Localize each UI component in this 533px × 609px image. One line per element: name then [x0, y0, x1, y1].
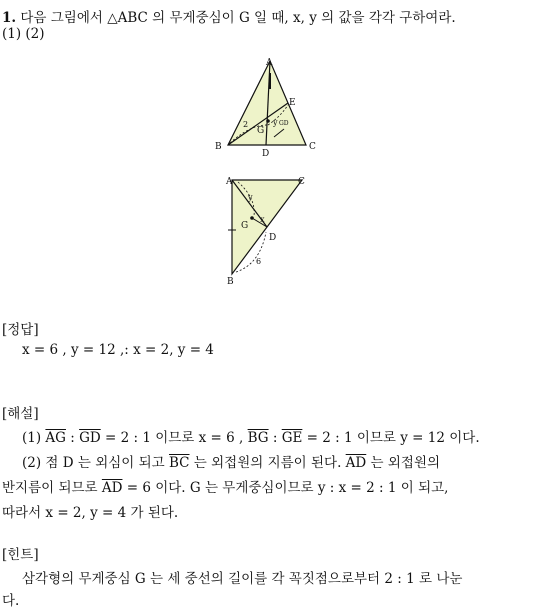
label-e: E: [289, 98, 296, 108]
explanation-line-4: 따라서 x = 2, y = 4 가 된다.: [2, 505, 179, 521]
segment-bg: $\overline{BG}$: [247, 430, 269, 446]
answer-text: x = 6 , y = 12 ,: x = 2, y = 4: [22, 342, 214, 358]
hint-line-2: 다.: [2, 593, 20, 609]
label-a: A: [266, 58, 273, 68]
text-part: :: [65, 430, 80, 446]
segment-ad: $\overline{AD}$: [101, 480, 123, 496]
label-g2: G: [241, 221, 249, 231]
explanation-line-3: [2, 476, 448, 496]
label-six: 6: [256, 257, 262, 266]
label-d: D: [262, 149, 270, 159]
segment-ge: $\overline{GE}$: [281, 430, 303, 446]
point-g: [266, 119, 270, 123]
label-y2: y: [248, 193, 253, 202]
segment-gd: $\overline{GD}$: [79, 430, 101, 446]
label-a2: A: [226, 177, 233, 187]
label-gd: GD: [279, 120, 289, 127]
label-d2: D: [269, 233, 277, 243]
label-x2: x: [260, 215, 265, 224]
label-b: B: [215, 142, 222, 152]
figure-triangle-2: [222, 172, 312, 287]
text-part: = 2 : 1 이므로 y = 12 이다.: [302, 430, 480, 446]
label-c2: C: [298, 177, 305, 187]
text-part: = 6 이다. G 는 무게중심이므로 y : x = 2 : 1 이 되고,: [122, 480, 449, 496]
hint-header: [힌트]: [2, 547, 39, 563]
problem-text: 다음 그림에서 △ABC 의 무게중심이 G 일 때, x, y 의 값을 각각 구하여라.: [20, 10, 456, 26]
text-part: 는 외접원의 지름이 된다.: [189, 455, 346, 471]
point-g2: [250, 216, 254, 220]
explanation-line-2: [2, 451, 440, 471]
label-c: C: [309, 142, 316, 152]
segment-ag: $\overline{AG}$: [45, 430, 66, 446]
text-part: (2) 점 D 는 외심이 되고: [22, 455, 169, 471]
label-b2: B: [227, 277, 234, 287]
segment-bc: $\overline{BC}$: [168, 455, 190, 471]
label-2: 2: [243, 120, 249, 129]
text-part: :: [268, 430, 282, 446]
problem-parts: (1) (2): [2, 26, 45, 42]
figure-triangle-1: [210, 55, 320, 160]
problem-number: 1.: [2, 10, 17, 26]
hint-line-1: 삼각형의 무게중심 G 는 세 중선의 길이를 각 꼭짓점으로부터 2 : 1 로 나눈: [22, 571, 463, 587]
text-part: = 2 : 1 이므로 x = 6 ,: [100, 430, 248, 446]
text-part: 는 외접원의: [366, 455, 441, 471]
segment-ad: $\overline{AD}$: [345, 455, 367, 471]
text-part: 반지름이 되므로: [2, 480, 102, 496]
label-g: G: [257, 126, 265, 136]
problem-statement: [2, 6, 456, 26]
explanation-header: [해설]: [2, 406, 39, 422]
answer-header: [정답]: [2, 322, 39, 338]
label-y: y: [273, 118, 278, 127]
explanation-line-1: [2, 426, 480, 446]
text-part: (1): [22, 430, 46, 446]
